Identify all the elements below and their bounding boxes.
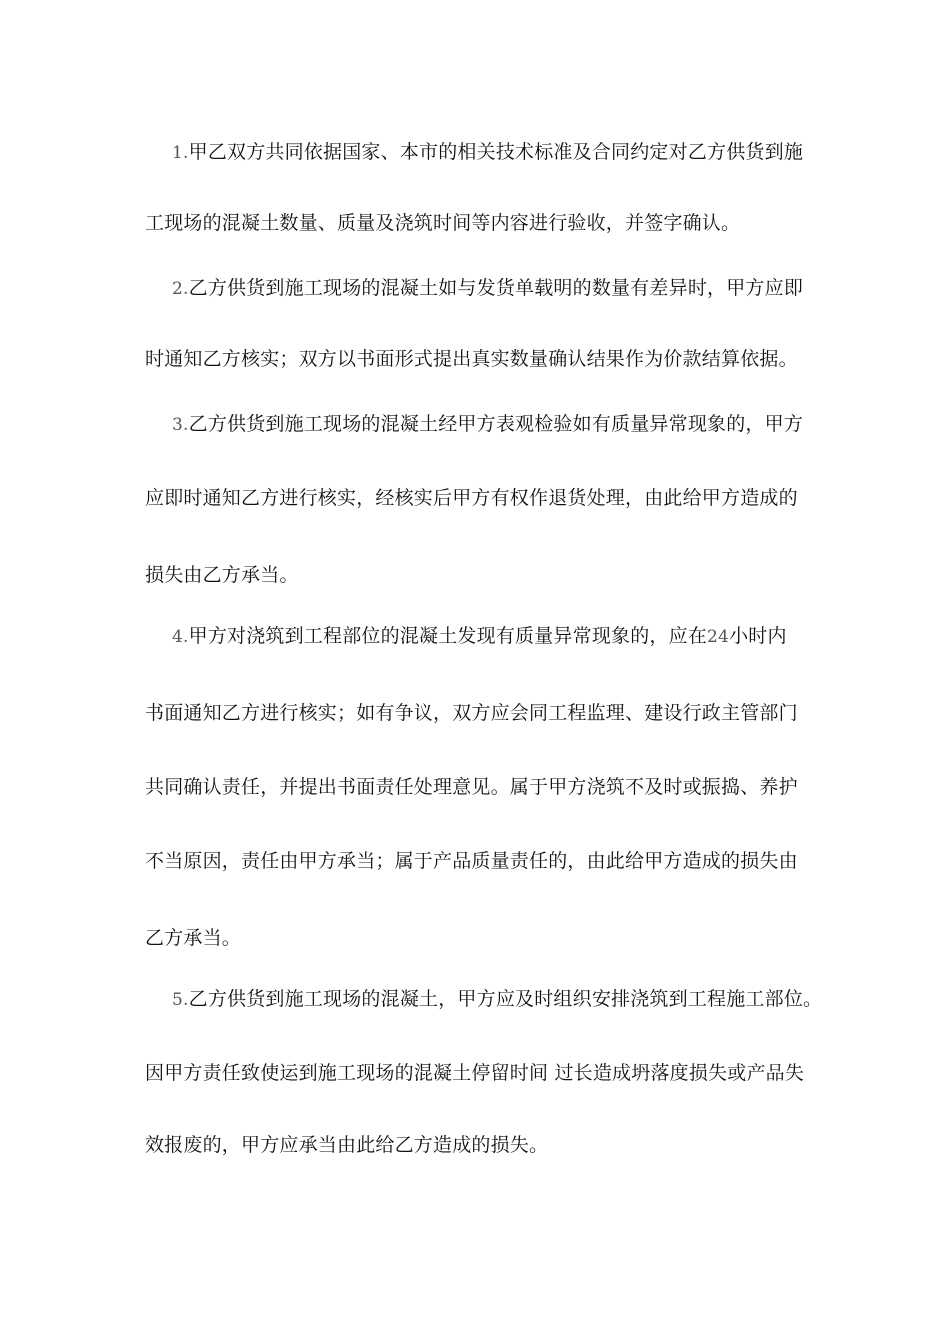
clause-text: 甲乙双方共同依据国家、本市的相关技术标准及合同约定对乙方供货到施 (188, 141, 804, 163)
clause-3-line-2: 应即时通知乙方进行核实，经核实后甲方有权作退货处理，由此给甲方造成的 (145, 487, 798, 509)
clause-5-line-2: 因甲方责任致使运到施工现场的混凝土停留时间 过长造成坍落度损失或产品失 (145, 1062, 805, 1084)
clause-text: 乙方供货到施工现场的混凝土经甲方表观检验如有质量异常现象的，甲方 (188, 413, 804, 435)
clause-text: 乙方供货到施工现场的混凝土，甲方应及时组织安排浇筑到工程施工部位。 (188, 988, 823, 1010)
clause-4-line-2: 书面通知乙方进行核实；如有争议，双方应会同工程监理、建设行政主管部门 (145, 702, 798, 724)
clause-4-line-5: 乙方承当。 (145, 927, 242, 949)
clause-text: 乙方供货到施工现场的混凝土如与发货单载明的数量有差异时，甲方应即 (188, 277, 804, 299)
clause-number: 3. (172, 415, 189, 435)
clause-1-line-2: 工现场的混凝土数量、质量及浇筑时间等内容进行验收，并签字确认。 (145, 212, 741, 234)
clause-2-line-1 (172, 276, 852, 301)
clause-5-line-3: 效报废的，甲方应承当由此给乙方造成的损失。 (145, 1134, 549, 1156)
clause-inline-number: 24 (707, 627, 730, 647)
clause-5-line-1 (172, 987, 852, 1012)
clause-number: 4. (172, 627, 189, 647)
clause-text: 小时内 (729, 625, 787, 647)
clause-4-line-3: 共同确认责任，并提出书面责任处理意见。属于甲方浇筑不及时或振捣、养护 (145, 776, 798, 798)
clause-2-line-2: 时通知乙方核实；双方以书面形式提出真实数量确认结果作为价款结算依据。 (145, 348, 798, 370)
clause-number: 5. (172, 990, 189, 1010)
clause-text: 甲方对浇筑到工程部位的混凝土发现有质量异常现象的，应在 (188, 625, 708, 647)
clause-number: 2. (172, 279, 189, 299)
clause-3-line-1 (172, 412, 852, 437)
clause-1-line-1 (172, 140, 852, 165)
clause-4-line-1 (172, 624, 852, 649)
clause-number: 1. (172, 143, 189, 163)
clause-4-line-4: 不当原因，责任由甲方承当；属于产品质量责任的，由此给甲方造成的损失由 (145, 850, 798, 872)
clause-3-line-3: 损失由乙方承当。 (145, 564, 299, 586)
